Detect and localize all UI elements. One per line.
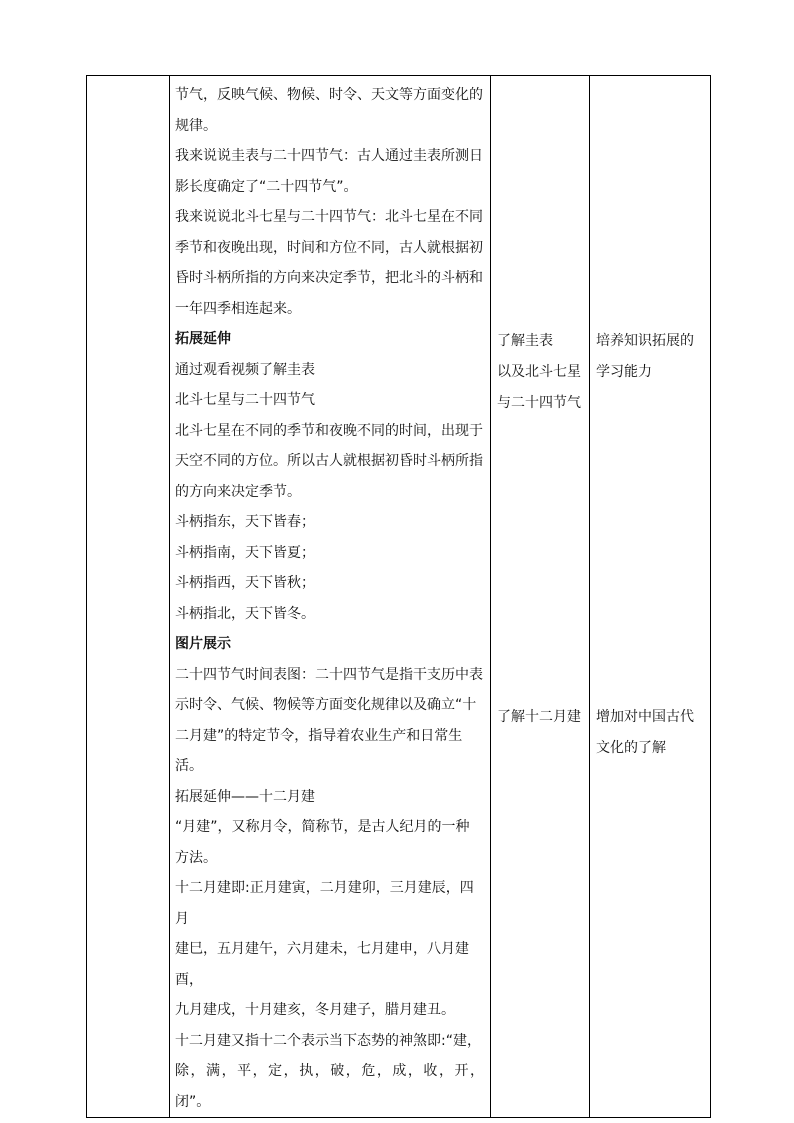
table-row: [87, 76, 711, 1118]
content-line: 斗柄指南，天下皆夏；: [175, 544, 315, 561]
purpose-cell: [590, 76, 711, 1118]
purpose-line: 学习能力: [596, 364, 652, 380]
content-line: 十二月建又指十二个表示当下态势的神煞即:“建，: [175, 1032, 481, 1049]
content-line: 我来说说北斗七星与二十四节气：北斗七星在不同: [175, 209, 483, 225]
section-heading: 图片展示: [175, 636, 231, 652]
purpose-block: [596, 326, 694, 388]
content-line: 除，满，平，定，执，破，危，成，收，开，: [175, 1063, 484, 1079]
content-line: “月建”，又称月令，简称节，是古人纪月的一种: [175, 819, 470, 835]
purpose-line: 文化的了解: [596, 740, 666, 756]
content-line: 北斗七星在不同的季节和夜晚不同的时间，出现于: [175, 422, 483, 439]
content-cell: [170, 76, 491, 1118]
empty-stage-cell: [87, 76, 170, 1118]
activity-line: 与二十四节气: [497, 395, 581, 411]
content-line: 通过观看视频了解圭表: [175, 361, 315, 378]
content-line: 二十四节气时间表图：二十四节气是指干支历中表: [175, 666, 483, 683]
content-line: 九月建戌，十月建亥，冬月建子，腊月建丑。: [175, 1002, 455, 1018]
content-line: 示时令、气候、物候等方面变化规律以及确立“十: [175, 697, 477, 713]
content-line: 影长度确定了“二十四节气”。: [175, 178, 358, 195]
content-line: 我来说说圭表与二十四节气：古人通过圭表所测日: [175, 148, 483, 164]
content-line: 节气，反映气候、物候、时令、天文等方面变化的: [175, 87, 483, 103]
activity-line: 了解圭表: [497, 333, 553, 349]
content-line: 的方向来决定季节。: [175, 483, 301, 500]
activity-block: [497, 326, 581, 419]
content-line: 季节和夜晚出现，时间和方位不同，古人就根据初: [175, 239, 483, 256]
content-line: 斗柄指西，天下皆秋；: [175, 575, 315, 591]
purpose-line: 增加对中国古代: [596, 709, 694, 725]
content-line: 二月建”的特定节令，指导着农业生产和日常生活。: [175, 727, 463, 774]
purpose-block: [596, 702, 694, 764]
content-line: 北斗七星与二十四节气: [175, 392, 315, 408]
content-line: 天空不同的方位。所以古人就根据初昏时斗柄所指: [175, 453, 483, 469]
activity-cell: [491, 76, 590, 1118]
content-line: 方法。: [175, 849, 217, 866]
activity-block: [497, 702, 581, 733]
section-heading: 拓展延伸: [175, 331, 231, 347]
content-line: 建巳，五月建午，六月建未，七月建申，八月建酉，: [175, 941, 469, 988]
content-line: 十二月建即:正月建寅，二月建卯，三月建辰，四月: [175, 880, 474, 927]
content-line: 规律。: [175, 117, 217, 134]
purpose-line: 培养知识拓展的: [596, 333, 694, 349]
activity-line: 以及北斗七星: [497, 364, 581, 380]
content-line: 昏时斗柄所指的方向来决定季节，把北斗的斗柄和: [175, 270, 483, 286]
content-block: [170, 76, 490, 1117]
lesson-plan-table: [86, 75, 711, 1118]
content-line: 闭”。: [175, 1093, 211, 1110]
content-line: 斗柄指东，天下皆春；: [175, 514, 315, 530]
content-line: 一年四季相连起来。: [175, 300, 301, 317]
content-line: 拓展延伸——十二月建: [175, 788, 315, 805]
content-line: 斗柄指北，天下皆冬。: [175, 605, 315, 622]
activity-line: 了解十二月建: [497, 709, 581, 725]
